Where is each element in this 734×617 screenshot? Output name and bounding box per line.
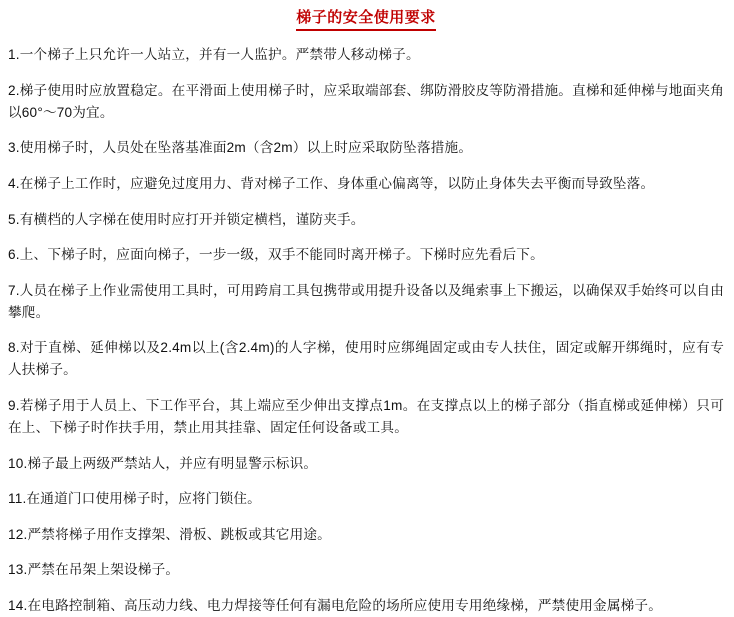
list-item: 1.一个梯子上只允许一人站立，并有一人监护。严禁带人移动梯子。 bbox=[8, 47, 420, 63]
list-item: 2.梯子使用时应放置稳定。在平滑面上使用梯子时，应采取端部套、绑防滑胶皮等防滑措施。直梯和延伸梯与地面夹角以60°～70为宜。 bbox=[8, 82, 724, 120]
list-item: 14.在电路控制箱、高压动力线、电力焊接等任何有漏电危险的场所应使用专用绝缘梯，严禁使用金属梯子。 bbox=[8, 598, 663, 614]
title-container bbox=[8, 8, 724, 31]
list-item: 4.在梯子上工作时，应避免过度用力、背对梯子工作、身体重心偏离等，以防止身体失去平衡而导致坠落。 bbox=[8, 175, 655, 191]
list-item: 6.上、下梯子时，应面向梯子，一步一级，双手不能同时离开梯子。下梯时应先看后下。 bbox=[8, 247, 544, 263]
list-item: 13.严禁在吊架上架设梯子。 bbox=[8, 562, 180, 578]
list-item: 9.若梯子用于人员上、下工作平台，其上端应至少伸出支撑点1m。在支撑点以上的梯子部分（指直梯或延伸梯）只可在上、下梯子时作扶手用，禁止用其挂靠、固定任何设备或工具。 bbox=[8, 398, 724, 436]
page-title: 梯子的安全使用要求 bbox=[296, 8, 436, 31]
list-item: 3.使用梯子时，人员处在坠落基准面2m（含2m）以上时应采取防坠落措施。 bbox=[8, 140, 473, 156]
list-item: 11.在通道门口使用梯子时，应将门锁住。 bbox=[8, 491, 261, 507]
list-item: 5.有横档的人字梯在使用时应打开并锁定横档，谨防夹手。 bbox=[8, 211, 365, 227]
list-item: 7.人员在梯子上作业需使用工具时，可用跨肩工具包携带或用提升设备以及绳索事上下搬运，以确保双手始终可以自由攀爬。 bbox=[8, 282, 724, 320]
list-item: 12.严禁将梯子用作支撑架、滑板、跳板或其它用途。 bbox=[8, 526, 331, 542]
list-item: 8.对于直梯、延伸梯以及2.4m以上(含2.4m)的人字梯，使用时应绑绳固定或由专人扶住，固定或解开绑绳时，应有专人扶梯子。 bbox=[8, 340, 724, 378]
rules-list bbox=[8, 44, 724, 617]
list-item: 10.梯子最上两级严禁站人，并应有明显警示标识。 bbox=[8, 455, 318, 471]
